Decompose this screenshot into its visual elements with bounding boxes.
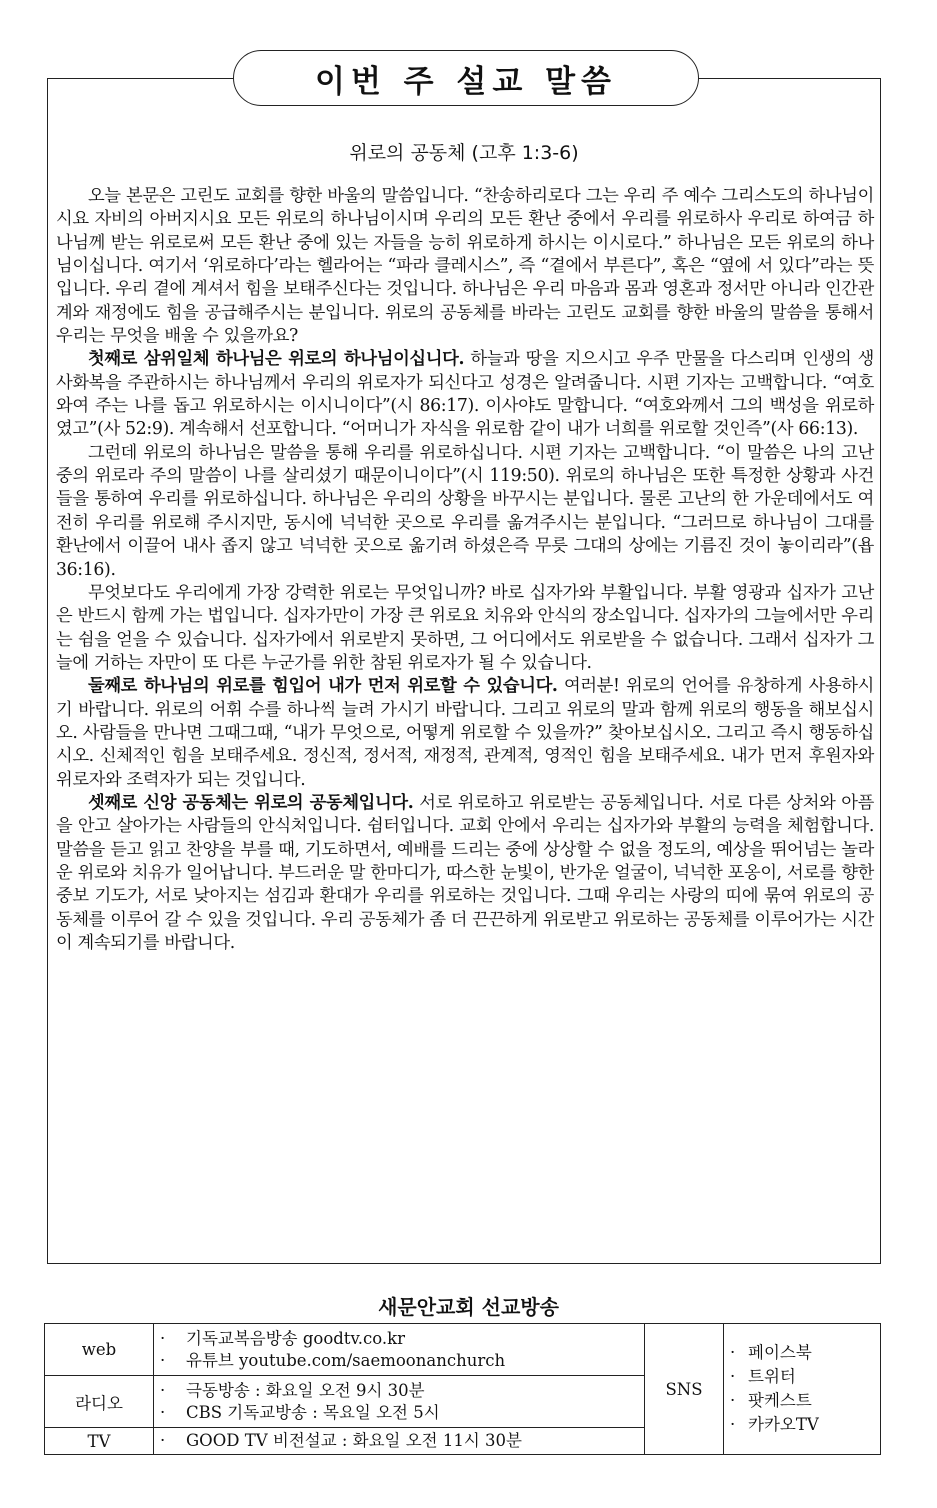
header-title: 이번 주 설교 말씀 [233, 50, 699, 106]
point-heading: 둘째로 하나님의 위로를 힘입어 내가 먼저 위로할 수 있습니다. [88, 676, 558, 697]
paragraph: 그런데 위로의 하나님은 말씀을 통해 우리를 위로하십니다. 시편 기자는 고백합니다. “이 말씀은 나의 고난 중의 위로라 주의 말씀이 나를 살리셨기 때문이니이다”(시 119:50). 위로의 하나님은 또한 특정한 상황과 사건들을 통하여 우리를 위로하십니다. 하나님은 우리의 상황을 바꾸시는 분입니다. 물론 고난의 한 가운데에서도 여전히 우리를 위로해 주시지만, 동시에 넉넉한 곳으로 우리를 옮겨주시는 분입니다. “그러므로 하나님이 그대를 환난에서 이끌어 내사 좁지 않고 넉넉한 곳으로 옮기려 하셨은즉 무릇 그대의 상에는 기름진 것이 놓이리라”(욥 36:16). [56, 442, 874, 580]
sermon-body [56, 185, 874, 955]
list-item: · 팟케스트 [730, 1391, 812, 1410]
paragraph: 첫째로 삼위일체 하나님은 위로의 하나님이십니다. 하늘과 땅을 지으시고 우주 만물을 다스리며 인생의 생사화복을 주관하시는 하나님께서 우리의 위로자가 되신다고 성경은 알려줍니다. 시편 기자는 고백합니다. “여호와여 주는 나를 돕고 위로하시는 이시니이다”(시 86:17). 이사야도 말합니다. “여호와께서 그의 백성을 위로하였고”(사 52:9). 계속해서 선포합니다. “어머니가 자식을 위로함 같이 내가 너희를 위로할 것인즉”(사 66:13). [56, 349, 874, 440]
list-item: · GOOD TV 비전설교 : 화요일 오전 11시 30분 [160, 1431, 522, 1451]
list-item: · 극동방송 : 화요일 오전 9시 30분 [160, 1380, 425, 1400]
list-item: · 유튜브 youtube.com/saemoonanchurch [160, 1350, 506, 1370]
sns-label: SNS [645, 1324, 724, 1455]
radio-label: 라디오 [45, 1376, 154, 1428]
paragraph: 오늘 본문은 고린도 교회를 향한 바울의 말씀입니다. “찬송하리로다 그는 우리 주 예수 그리스도의 하나님이시요 자비의 아버지시요 모든 위로의 하나님이시며 우리의 모든 환난 중에서 우리를 위로하사 우리로 하여금 하나님께 받는 위로로써 모든 환난 중에 있는 자들을 능히 위로하게 하시는 이시로다.” 하나님은 모든 위로의 하나님이십니다. 여기서 ‘위로하다’라는 헬라어는 “파라 클레시스”, 즉 “곁에서 부른다”, 혹은 “옆에 서 있다”라는 뜻입니다. 우리 곁에 계셔서 힘을 보태주신다는 것입니다. 하나님은 우리 마음과 몸과 영혼과 정서만 아니라 인간관계와 재정에도 힘을 공급해주시는 분입니다. 위로의 공동체를 바라는 고린도 교회를 향한 바울의 말씀을 통해서 우리는 무엇을 배울 수 있을까요? [56, 186, 874, 347]
paragraph: 무엇보다도 우리에게 가장 강력한 위로는 무엇입니까? 바로 십자가와 부활입니다. 부활 영광과 십자가 고난은 반드시 함께 가는 법입니다. 십자가만이 가장 큰 위로요 치유와 안식의 장소입니다. 십자가의 그늘에서만 우리는 쉼을 얻을 수 있습니다. 십자가에서 위로받지 못하면, 그 어디에서도 위로받을 수 없습니다. 그래서 십자가 그늘에 거하는 자만이 또 다른 누군가를 위한 참된 위로자가 될 수 있습니다. [56, 582, 874, 673]
radio-list [154, 1376, 645, 1428]
tv-list [154, 1428, 645, 1455]
broadcast-table [44, 1323, 881, 1455]
point-heading: 첫째로 삼위일체 하나님은 위로의 하나님이십니다. [88, 349, 465, 370]
point-heading: 셋째로 신앙 공동체는 위로의 공동체입니다. [88, 792, 414, 813]
paragraph: 둘째로 하나님의 위로를 힘입어 내가 먼저 위로할 수 있습니다. 여러분! 위로의 언어를 유창하게 사용하시기 바랍니다. 위로의 어휘 수를 하나씩 늘려 가시기 바랍니다. 그리고 위로의 말과 함께 위로의 행동을 해보십시오. 사람들을 만나면 그때그때, “내가 무엇으로, 어떻게 위로할 수 있을까?” 찾아보십시오. 그리고 즉시 행동하십시오. 신체적인 힘을 보태주세요. 정신적, 정서적, 재정적, 관계적, 영적인 힘을 보태주세요. 내가 먼저 후원자와 위로자와 조력자가 되는 것입니다. [56, 676, 874, 790]
sns-list [724, 1324, 881, 1455]
list-item: · 트위터 [730, 1367, 796, 1386]
web-label: web [45, 1324, 154, 1376]
list-item: · 카카오TV [730, 1415, 819, 1434]
tv-label: TV [45, 1428, 154, 1455]
sermon-title: 위로의 공동체 (고후 1:3-6) [349, 142, 579, 164]
list-item: · 기독교복음방송 goodtv.co.kr [160, 1328, 406, 1348]
web-list [154, 1324, 645, 1376]
list-item: · CBS 기독교방송 : 목요일 오전 5시 [160, 1402, 440, 1422]
broadcast-title: 새문안교회 선교방송 [378, 1295, 559, 1319]
paragraph: 셋째로 신앙 공동체는 위로의 공동체입니다. 서로 위로하고 위로받는 공동체입니다. 서로 다른 상처와 아픔을 안고 살아가는 사람들의 안식처입니다. 쉼터입니다. 교회 안에서 우리는 십자가와 부활의 능력을 체험합니다. 말씀을 듣고 읽고 찬양을 부를 때, 기도하면서, 예배를 드리는 중에 상상할 수 없을 정도의, 예상을 뛰어넘는 놀라운 위로와 치유가 일어납니다. 부드러운 말 한마디가, 따스한 눈빛이, 반가운 얼굴이, 넉넉한 포옹이, 서로를 향한 중보 기도가, 서로 낮아지는 섬김과 환대가 우리를 위로하는 것입니다. 그때 우리는 사랑의 띠에 묶여 위로의 공동체를 이루어 갈 수 있을 것입니다. 우리 공동체가 좀 더 끈끈하게 위로받고 위로하는 공동체를 이루어가는 시간이 계속되기를 바랍니다. [56, 792, 874, 953]
list-item: · 페이스북 [730, 1343, 812, 1362]
